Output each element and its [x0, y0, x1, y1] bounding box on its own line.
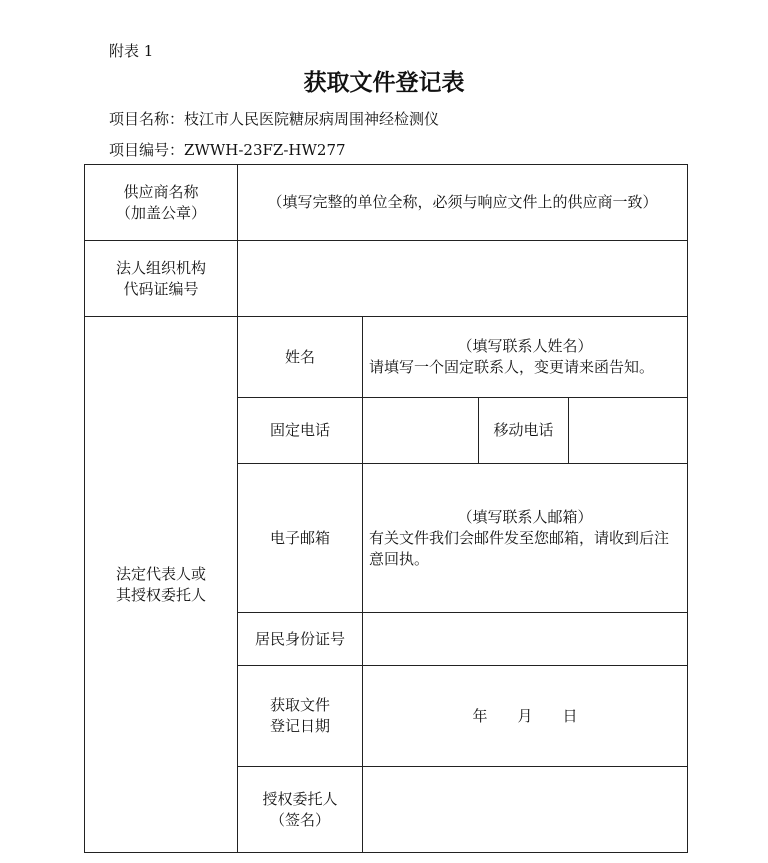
registration-date-label-line2: 登记日期 [269, 717, 330, 735]
signature-label-cell [238, 767, 363, 853]
project-name-label: 项目名称： [109, 110, 185, 128]
supplier-label: 供应商名称 [123, 182, 199, 201]
id-card-field[interactable] [363, 613, 688, 666]
supplier-value-field[interactable] [238, 165, 688, 241]
org-code-label-line2: 代码证编号 [123, 279, 199, 298]
fixed-phone-field[interactable] [363, 398, 479, 464]
page-title: 获取文件登记表 [303, 70, 465, 96]
mobile-phone-field[interactable] [569, 398, 688, 464]
contact-name-row [85, 317, 688, 398]
project-number-value: ZWWH-23FZ-HW277 [184, 141, 346, 159]
project-name-value: 枝江市人民医院糖尿病周围神经检测仪 [184, 110, 440, 128]
contact-name-label: 姓名 [238, 317, 363, 398]
registration-date-label-line1: 获取文件 [269, 696, 330, 714]
supplier-seal-note: （加盖公章） [115, 203, 206, 222]
representative-label-line1: 法定代表人或 [115, 564, 206, 583]
email-value-field[interactable] [363, 464, 688, 613]
project-number-line [109, 139, 346, 160]
representative-label-cell [85, 317, 238, 853]
signature-label-line2: （签名） [269, 810, 330, 829]
org-code-label-cell [85, 241, 238, 317]
supplier-row [85, 165, 688, 241]
mobile-phone-label: 移动电话 [479, 398, 569, 464]
org-code-label-line1: 法人组织机构 [115, 258, 206, 277]
project-number-label: 项目编号： [109, 141, 185, 159]
contact-name-value-field[interactable] [363, 317, 688, 398]
org-code-value-field[interactable] [238, 241, 688, 317]
email-note: 有关文件我们会邮件发至您邮箱，请收到后注意回执。 [369, 528, 670, 568]
contact-name-note: 请填写一个固定联系人，变更请来函告知。 [369, 358, 655, 376]
registration-date-field[interactable]: 年 月 日 [363, 666, 688, 767]
id-card-label: 居民身份证号 [238, 613, 363, 666]
signature-label-line1: 授权委托人 [262, 789, 338, 808]
contact-name-hint: （填写联系人姓名） [457, 337, 593, 355]
registration-form-table [84, 164, 688, 853]
org-code-row [85, 241, 688, 317]
fixed-phone-label: 固定电话 [238, 398, 363, 464]
representative-label-line2: 其授权委托人 [115, 585, 206, 604]
email-label: 电子邮箱 [238, 464, 363, 613]
attachment-label: 附表 1 [109, 42, 154, 60]
project-name-line [109, 108, 439, 129]
supplier-hint: （填写完整的单位全称，必须与响应文件上的供应商一致） [267, 193, 658, 211]
signature-field[interactable] [363, 767, 688, 853]
supplier-label-cell [85, 165, 238, 241]
registration-date-label-cell [238, 666, 363, 767]
email-hint: （填写联系人邮箱） [457, 507, 593, 526]
